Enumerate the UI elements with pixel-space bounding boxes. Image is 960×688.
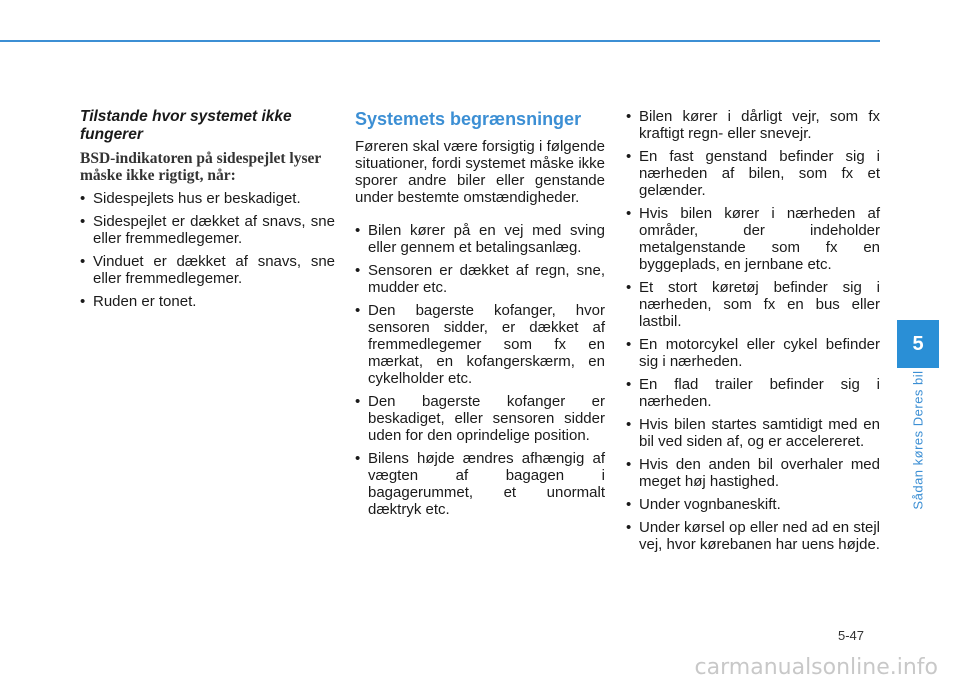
list-item: • Ruden er tonet.	[80, 293, 197, 310]
bullet-icon: •	[355, 302, 361, 319]
bullet-icon: •	[626, 496, 632, 513]
list-item: • Sidespejlets hus er beskadiget.	[80, 190, 301, 207]
subheading: Tilstande hvor systemet ikke fungerer	[80, 108, 292, 143]
bullet-list-2	[355, 222, 605, 518]
list-item: • Hvis den anden bil overhaler med meget høj hastighed.	[626, 456, 880, 490]
bullet-icon: •	[626, 279, 632, 296]
chapter-side-label: Sådan køres Deres bil	[910, 370, 926, 510]
list-item: • Sidespejlet er dækket af snavs, sne eller fremmedlegemer.	[80, 213, 335, 247]
intro-paragraph: Føreren skal være forsigtig i følgende situationer, fordi systemet måske ikke sporer andre biler eller genstande under bestemte omstændigheder.	[355, 138, 605, 206]
watermark: carmanualsonline.info	[694, 655, 938, 680]
column-2	[355, 108, 605, 524]
bullet-list-1	[80, 190, 335, 310]
bullet-icon: •	[80, 213, 86, 230]
list-item: • Den bagerste kofanger er beskadiget, eller sensoren sidder uden for den oprindelige position.	[355, 393, 605, 444]
column-1	[80, 108, 335, 316]
list-item: • Sensoren er dækket af regn, sne, mudder etc.	[355, 262, 605, 296]
bullet-icon: •	[626, 456, 632, 473]
list-item: • Hvis bilen startes samtidigt med en bil ved siden af, og er accelereret.	[626, 416, 880, 450]
bullet-icon: •	[355, 450, 361, 467]
bullet-icon: •	[626, 205, 632, 222]
list-item: • Under kørsel op eller ned ad en stejl vej, hvor kørebanen har uens højde.	[626, 519, 880, 553]
bullet-icon: •	[626, 336, 632, 353]
list-item: • Under vognbaneskift.	[626, 496, 781, 513]
list-item: • Bilen kører i dårligt vejr, som fx kraftigt regn- eller snevejr.	[626, 108, 880, 142]
bullet-icon: •	[80, 190, 86, 207]
chapter-tab: 5	[897, 320, 939, 368]
serif-heading: BSD-indikatoren på sidespejlet lyser måske ikke rigtigt, når:	[80, 150, 321, 184]
bullet-icon: •	[355, 222, 361, 239]
bullet-icon: •	[626, 376, 632, 393]
list-item: • En motorcykel eller cykel befinder sig i nærheden.	[626, 336, 880, 370]
page-number: 5-47	[838, 628, 865, 643]
list-item: • Den bagerste kofanger, hvor sensoren sidder, er dækket af fremmedlegemer som fx en mærkat, en kofangerskærm, en cykelholder etc.	[355, 302, 605, 387]
column-3	[626, 108, 880, 559]
bullet-icon: •	[355, 262, 361, 279]
list-item: • Bilens højde ændres afhængig af vægten af bagagen i bagagerummet, et unormalt dæktryk etc.	[355, 450, 605, 518]
bullet-icon: •	[626, 148, 632, 165]
bullet-icon: •	[80, 293, 86, 310]
list-item: • Hvis bilen kører i nærheden af områder, der indeholder metalgenstande som fx en byggeplads, en jernbane etc.	[626, 205, 880, 273]
list-item: • Vinduet er dækket af snavs, sne eller fremmedlegemer.	[80, 253, 335, 287]
list-item: • Bilen kører på en vej med sving eller gennem et betalingsanlæg.	[355, 222, 605, 256]
bullet-icon: •	[355, 393, 361, 410]
list-item: • En flad trailer befinder sig i nærheden.	[626, 376, 880, 410]
bullet-icon: •	[626, 519, 632, 536]
section-title: Systemets begrænsninger	[355, 109, 582, 129]
bullet-icon: •	[626, 416, 632, 433]
header-rule	[0, 40, 880, 42]
bullet-icon: •	[626, 108, 632, 125]
bullet-icon: •	[80, 253, 86, 270]
bullet-list-3	[626, 108, 880, 553]
list-item: • En fast genstand befinder sig i nærheden af bilen, som fx et gelænder.	[626, 148, 880, 199]
list-item: • Et stort køretøj befinder sig i nærheden, som fx en bus eller lastbil.	[626, 279, 880, 330]
